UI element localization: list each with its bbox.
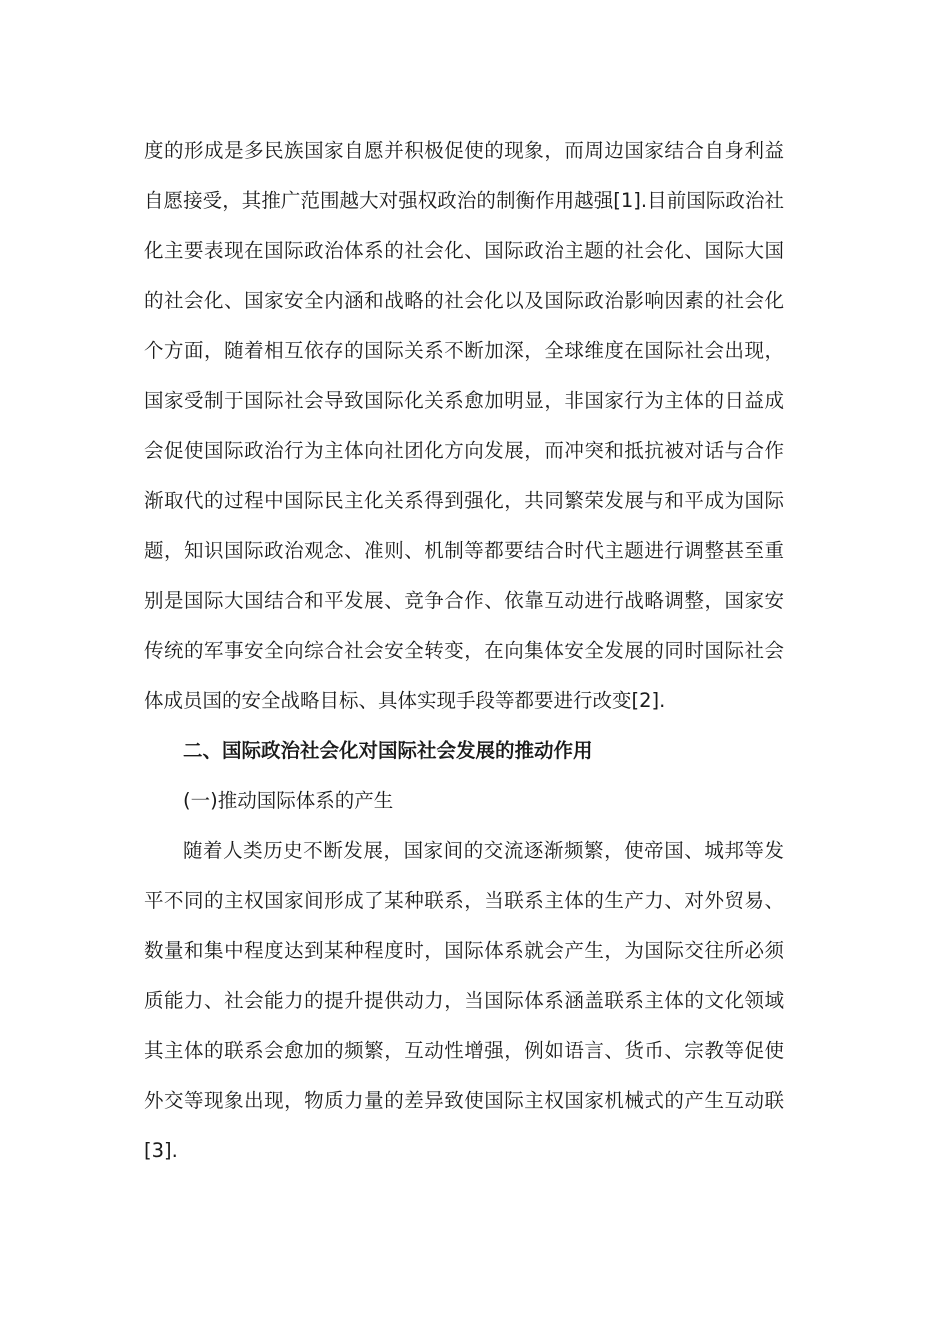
paragraph-line: 自愿接受，其推广范围越大对强权政治的制衡作用越强[1].目前国际政治社 xyxy=(144,189,784,212)
paragraph-line: 随着人类历史不断发展，国家间的交流逐渐频繁，使帝国、城邦等发 xyxy=(183,839,784,862)
paragraph-line: 数量和集中程度达到某种程度时，国际体系就会产生，为国际交往所必须 xyxy=(144,939,784,962)
paragraph-line: 渐取代的过程中国际民主化关系得到强化，共同繁荣发展与和平成为国际 xyxy=(144,489,784,512)
paragraph-line: 外交等现象出现，物质力量的差异致使国际主权国家机械式的产生互动联 xyxy=(144,1089,784,1112)
paragraph-line: 体成员国的安全战略目标、具体实现手段等都要进行改变[2]. xyxy=(144,689,666,712)
paragraph-line: 传统的军事安全向综合社会安全转变，在向集体安全发展的同时国际社会 xyxy=(144,639,784,662)
paragraph-line: 题，知识国际政治观念、准则、机制等都要结合时代主题进行调整甚至重 xyxy=(144,539,784,562)
paragraph-line: 质能力、社会能力的提升提供动力，当国际体系涵盖联系主体的文化领域 xyxy=(144,989,784,1012)
paragraph-1 xyxy=(144,126,784,726)
paragraph-line: 的社会化、国家安全内涵和战略的社会化以及国际政治影响因素的社会化 xyxy=(144,289,784,312)
subsection-heading: (一)推动国际体系的产生 xyxy=(183,789,394,812)
section-heading: 二、国际政治社会化对国际社会发展的推动作用 xyxy=(183,739,593,762)
paragraph-line: 国家受制于国际社会导致国际化关系愈加明显，非国家行为主体的日益成 xyxy=(144,389,784,412)
paragraph-line: 化主要表现在国际政治体系的社会化、国际政治主题的社会化、国际大国 xyxy=(144,239,784,262)
paragraph-line: [3]. xyxy=(144,1139,178,1162)
paragraph-2 xyxy=(144,826,784,1176)
paragraph-line: 平不同的主权国家间形成了某种联系，当联系主体的生产力、对外贸易、 xyxy=(144,889,784,912)
paragraph-line: 别是国际大国结合和平发展、竞争合作、依靠互动进行战略调整，国家安 xyxy=(144,589,784,612)
paragraph-line: 个方面，随着相互依存的国际关系不断加深，全球维度在国际社会出现， xyxy=(144,339,784,362)
paragraph-line: 度的形成是多民族国家自愿并积极促使的现象，而周边国家结合自身利益 xyxy=(144,139,784,162)
paragraph-line: 会促使国际政治行为主体向社团化方向发展，而冲突和抵抗被对话与合作 xyxy=(144,439,784,462)
document-body xyxy=(144,126,784,1176)
paragraph-line: 其主体的联系会愈加的频繁，互动性增强，例如语言、货币、宗教等促使 xyxy=(144,1039,784,1062)
